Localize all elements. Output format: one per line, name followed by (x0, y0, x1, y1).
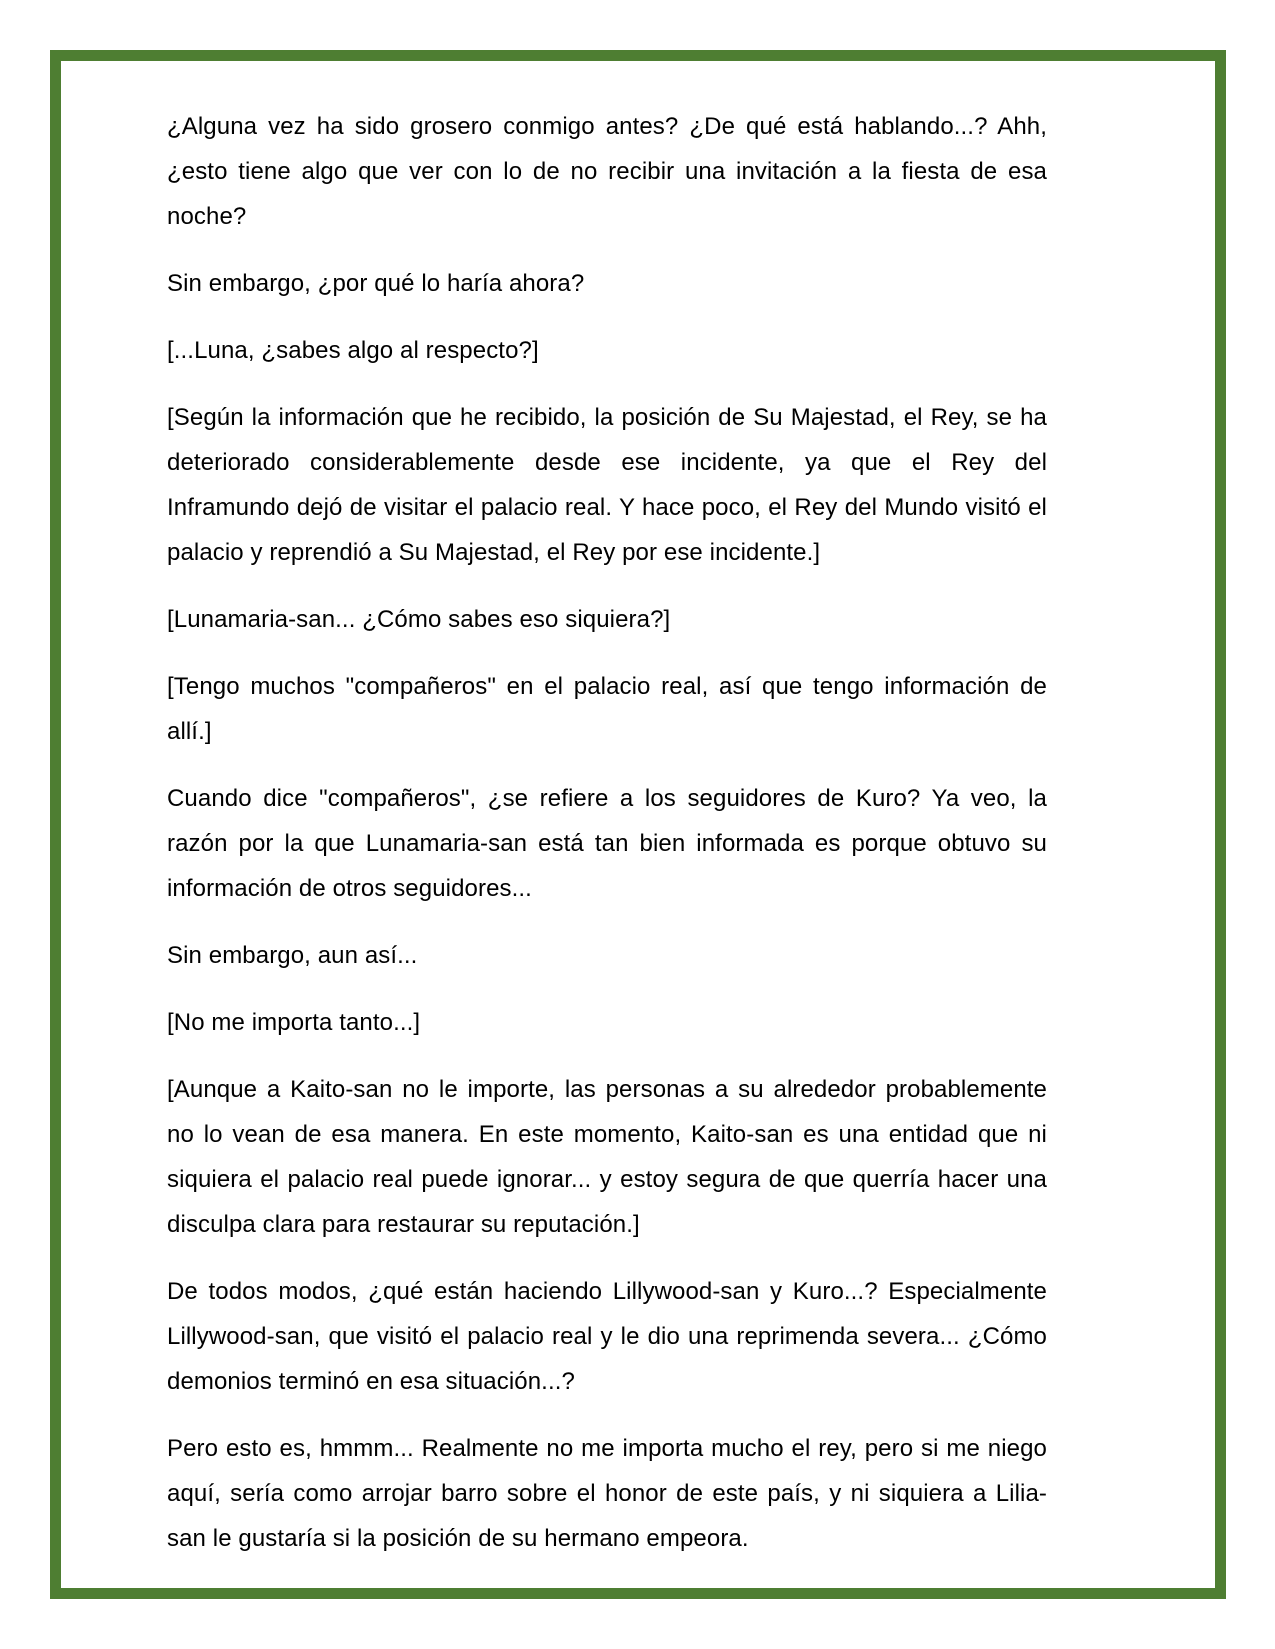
paragraph: [Lunamaria-san... ¿Cómo sabes eso siquiera?] (167, 606, 671, 633)
paragraph: Sin embargo, aun así... (167, 942, 418, 969)
paragraph: Sin embargo, ¿por qué lo haría ahora? (167, 270, 585, 297)
paragraph: [...Luna, ¿sabes algo al respecto?] (167, 337, 539, 364)
paragraph: [Aunque a Kaito-san no le importe, las personas a su alrededor probablemente no lo vean de esa manera. En este momento, Kaito-san es una entidad que ni siquiera el palacio real puede ignorar... y estoy segura de que querría hacer una disculpa clara para restaurar su reputación.] (167, 1076, 1047, 1238)
paragraph: De todos modos, ¿qué están haciendo Lillywood-san y Kuro...? Especialmente Lillywood-san, que visitó el palacio real y le dio una reprimenda severa... ¿Cómo demonios terminó en esa situación...? (167, 1278, 1047, 1395)
document-text-body (167, 104, 1047, 1561)
paragraph: [No me importa tanto...] (167, 1009, 421, 1036)
paragraph: Pero esto es, hmmm... Realmente no me importa mucho el rey, pero si me niego aquí, sería como arrojar barro sobre el honor de este país, y ni siquiera a Lilia-san le gustaría si la posición de su hermano empeora. (167, 1435, 1047, 1552)
paragraph: ¿Alguna vez ha sido grosero conmigo antes? ¿De qué está hablando...? Ahh, ¿esto tiene algo que ver con lo de no recibir una invitación a la fiesta de esa noche? (167, 113, 1047, 230)
paragraph: [Según la información que he recibido, la posición de Su Majestad, el Rey, se ha deteriorado considerablemente desde ese incidente, ya que el Rey del Inframundo dejó de visitar el palacio real. Y hace poco, el Rey del Mundo visitó el palacio y reprendió a Su Majestad, el Rey por ese incidente.] (167, 404, 1047, 566)
paragraph: Cuando dice "compañeros", ¿se refiere a los seguidores de Kuro? Ya veo, la razón por la que Lunamaria-san está tan bien informada es porque obtuvo su información de otros seguidores... (167, 785, 1047, 902)
paragraph: [Tengo muchos "compañeros" en el palacio real, así que tengo información de allí.] (167, 673, 1047, 745)
